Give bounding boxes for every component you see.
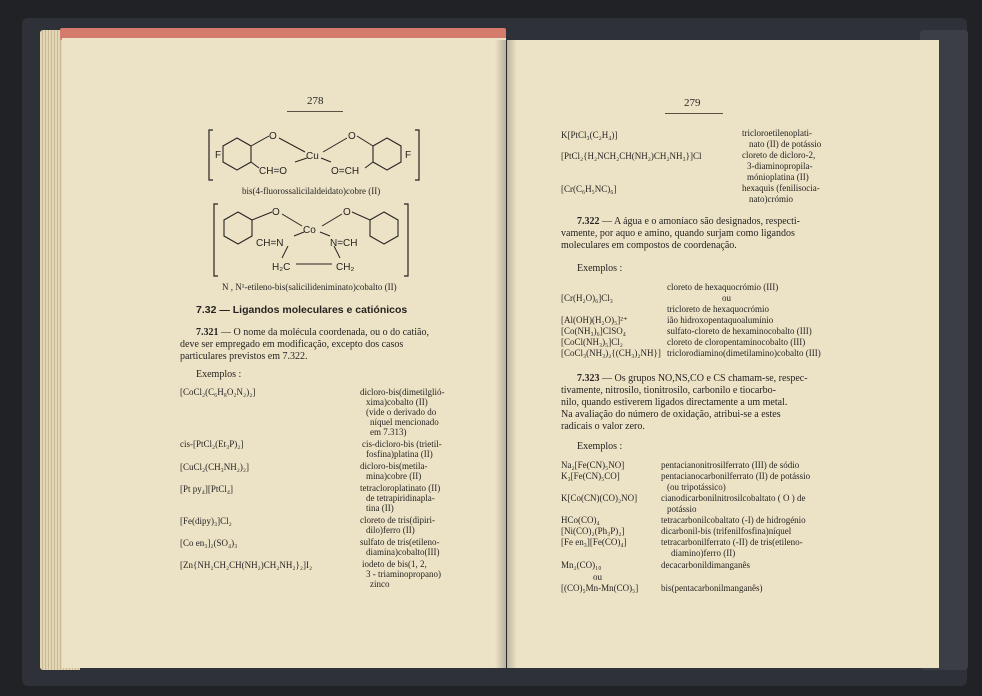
paragraph-number: 7.323 [577,373,600,384]
examples-label: Exemplos : [577,263,623,274]
example-name: níquel mencionado [370,417,439,427]
aldehyde-left-label: CH=O [259,166,288,177]
paragraph-number: 7.321 [196,327,219,338]
example-name: zinco [370,579,390,589]
structure-2-caption: N , N¹-etileno-bis(salicilideniminato)cobalto (II) [222,282,397,292]
example-formula: [Zn{NH₂CH₂CH(NH₂)CH₂NH₂}₂]I₂ [180,560,313,570]
example-name: mina)cobre (II) [366,471,422,481]
example-name: dicarbonil-bis (trifenilfosfina)níquel [661,526,792,536]
page-number: 278 [307,95,324,107]
example-name: bis(pentacarbonilmanganês) [661,583,763,593]
example-name: pentacianonitrosilferrato (III) de sódio [661,460,800,470]
example-name: cloreto de cloropentaminocobalto (III) [667,337,806,347]
oxygen-label-4: O [343,207,351,218]
entry-formula: [Cr(C₆H₅NC)₆] [561,184,617,194]
entry-formula: K[PtCl₃(C₂H₄)] [561,130,618,140]
example-name: sulfato-cloreto de hexaminocobalto (III) [667,326,812,336]
example-name: potássio [667,504,697,514]
structure-1-diagram [207,126,427,184]
example-name: triclorodiamino(dimetilamino)cobalto (III) [667,348,821,358]
example-formula: [CoCl(NH₃)₅]Cl₂ [561,337,623,347]
paragraph-line: nilo, quando estiverem ligados directamente a um metal. [561,397,788,408]
example-name: tetracloroplatinato (II) [360,483,441,493]
imine-right-label: N=CH [330,238,358,249]
entry-name: mónioplatina (II) [747,172,809,182]
oxygen-label-3: O [272,207,280,218]
example-name: cloreto de tris(dipiri- [360,515,435,525]
paragraph-line: — O nome da molécula coordenada, ou o do catião, [221,327,429,338]
example-formula: [Ni(CO)₂(Ph₃P)₂] [561,526,625,536]
example-formula: [CuCl₂(CH₃NH₂)₂] [180,462,250,472]
entry-name: 3-diaminopropila- [747,161,813,171]
example-formula: [Fe(dipy)₃]Cl₂ [180,516,232,526]
paragraph-line: deve ser empregado em modificação, excepto dos casos [180,339,404,350]
example-formula: HCo(CO)₄ [561,515,600,525]
oxygen-label-2: O [348,131,356,142]
example-name: (vide o derivado do [366,407,437,417]
left-page [62,38,506,668]
paragraph-line: moleculares em compostos de coordenação. [561,240,737,251]
example-name: em 7.313) [370,427,407,437]
entry-formula: [PtCl₂{H₂NCH₂CH(NH₂)CH₂NH₃}]Cl [561,151,702,161]
example-name: tricloreto de hexaquocrómio [667,304,769,314]
example-formula: Mn₂(CO)₁₀ [561,560,602,570]
example-formula: [(CO)₅Mn-Mn(CO)₅] [561,583,639,593]
paragraph-line: tivamente, nitrosilo, tionitrosilo, carbonilo e tiocarbo- [561,385,776,396]
example-name: diamina)cobalto(III) [366,547,440,557]
example-name: cianodicarbonilnitrosilcobaltato ( O ) de [661,493,806,503]
example-name: (ou tripotássico) [667,482,726,492]
example-formula: Na₂[Fe(CN)₅NO] [561,460,625,470]
page-number-rule [287,111,343,112]
entry-name: nato)crómio [749,194,793,204]
aldehyde-right-label: O=CH [331,166,360,177]
metal-label: Cu [306,151,319,162]
example-name: pentacianocarbonilferrato (II) de potássio [661,471,811,481]
methylene-left-label: H₂C [272,262,291,273]
examples-label: Exemplos : [196,369,242,380]
example-formula: K[Co(CN)(CO)₂NO] [561,493,638,503]
paragraph-line: — Os grupos NO,NS,CO e CS chamam-se, respec- [602,373,808,384]
fluorine-right-label: F [405,150,412,161]
example-formula: cis-[PtCl₂(Et₃P)₂] [180,439,244,449]
example-name: tetracarbonilcobaltato (-I) de hidrogénio [661,515,806,525]
examples-label: Exemplos : [577,441,623,452]
example-name: ião hidroxopentaquoalumínio [667,315,774,325]
paragraph-number: 7.322 [577,216,600,227]
methylene-right-label: CH₂ [336,262,355,273]
example-name: 3 - triaminopropano) [366,569,441,579]
entry-name: hexaquis (fenilisocia- [742,183,820,193]
example-name: diamino)ferro (II) [671,548,736,558]
paragraph-line: Na avaliação do número de oxidação, atribui-se a estes [561,409,781,420]
example-name: tetracarbonilferrato (-II) de tris(etileno- [661,537,803,547]
example-formula: [Co(NH₃)₆]ClSO₄ [561,326,626,336]
entry-name: tricloroetilenoplati- [742,128,812,138]
fluorine-left-label: F [215,150,222,161]
right-page [507,40,939,668]
example-name: de tetrapiridinapla- [366,493,435,503]
example-formula: [Pt py₄][PtCl₄] [180,484,234,494]
structure-1-caption: bis(4-fluorossalicilaldeidato)cobre (II) [242,186,381,196]
example-formula: [Al(OH)(H₂O)₅]²⁺ [561,315,628,325]
page-number-rule [665,113,723,114]
paragraph-line: — A água e o amoníaco são designados, respecti- [602,216,800,227]
book-gutter [495,40,517,668]
example-name: sulfato de tris(etileno- [360,537,440,547]
example-formula: [CoCl₃(NH₃)₂{(CH₃)₂NH}] [561,348,661,358]
paragraph-line: vamente, por aquo e amino, quando surjam como ligandos [561,228,795,239]
example-name: dicloro-bis(metila- [360,461,428,471]
example-name: cloreto de hexaquocrómio (III) [667,282,779,292]
example-formula: [CoCl₂(C₆H₈O₂N₂)₂] [180,387,256,397]
cobalt-label: Co [303,225,316,236]
example-name: decacarbonildimanganês [661,560,750,570]
imine-left-label: CH=N [256,238,284,249]
example-name: dicloro-bis(dimetilglió- [360,387,445,397]
example-formula: [Fe en₃][Fe(CO)₄] [561,537,627,547]
example-name: tina (II) [366,503,394,513]
structure-2-diagram [212,202,412,278]
page-number: 279 [684,97,701,109]
example-name: ou [722,293,731,303]
example-name: fosfina)platina (II) [366,449,433,459]
paragraph-line: radicais o valor zero. [561,421,645,432]
example-formula: [Cr(H₂O)₆]Cl₃ [561,293,613,303]
example-formula: K₃[Fe(CN)₅CO] [561,471,620,481]
example-name: cis-dicloro-bis (trietil- [362,439,442,449]
section-heading: 7.32 — Ligandos moleculares e catiónicos [196,304,408,316]
example-name: iodeto de bis(1, 2, [362,559,427,569]
example-formula: ou [593,572,602,582]
example-name: dilo)ferro (II) [366,525,415,535]
paragraph-line: particulares previstos em 7.322. [180,351,308,362]
entry-name: nato (II) de potássio [749,139,822,149]
entry-name: cloreto de dicloro-2, [742,150,816,160]
example-name: xima)cobalto (II) [366,397,428,407]
oxygen-label-1: O [269,131,277,142]
example-formula: [Co en₃]₂(SO₄)₃ [180,538,238,548]
